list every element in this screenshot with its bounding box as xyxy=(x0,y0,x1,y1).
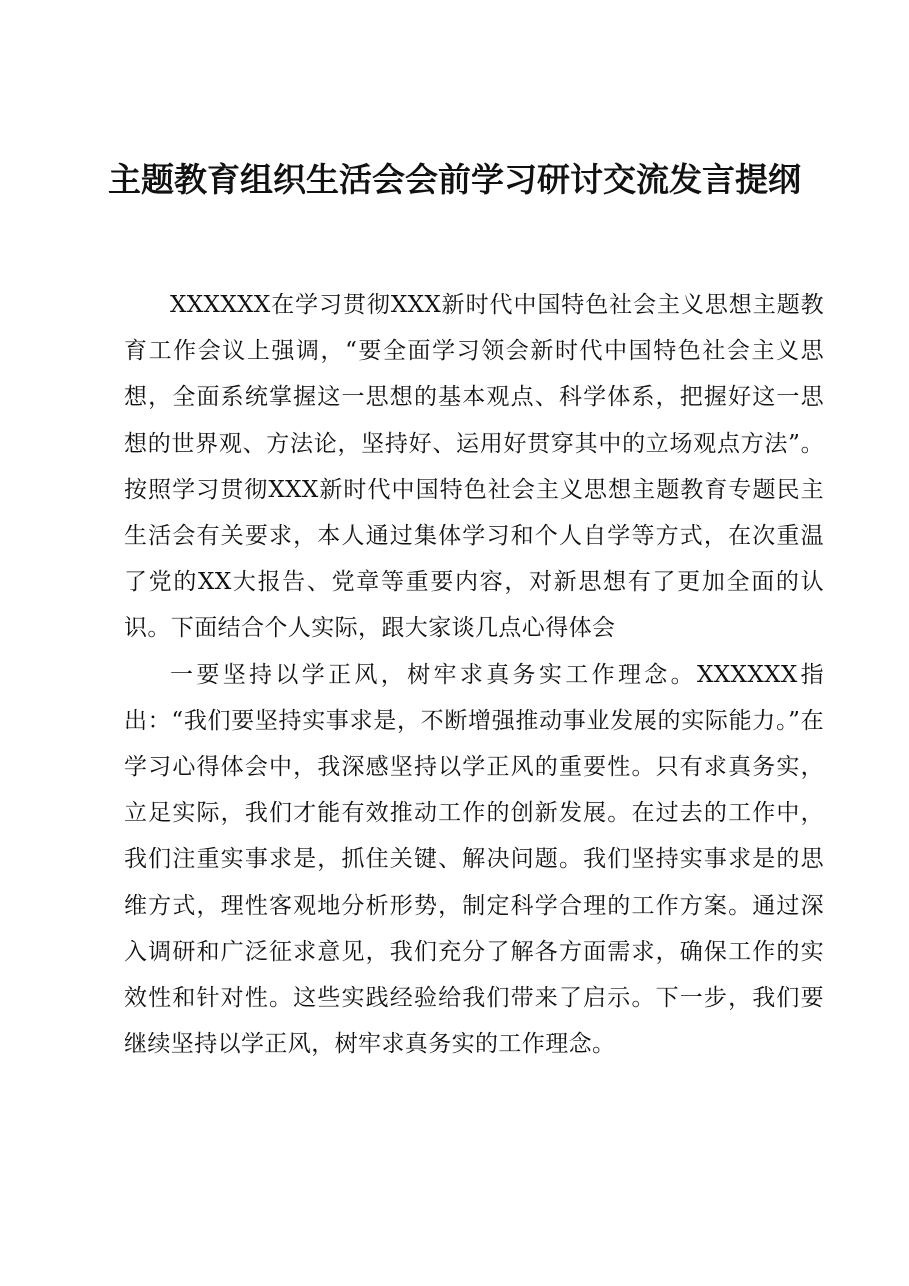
paragraph-intro: XXXXXX在学习贯彻XXX新时代中国特色社会主义思想主题教育工作会议上强调，“要全面学习领会新时代中国特色社会主义思想，全面系统掌握这一思想的基本观点、科学体系，把握好这一思想的世界观、方法论，坚持好、运用好贯穿其中的立场观点方法”。按照学习贯彻XXX新时代中国特色社会主义思想主题教育专题民主生活会有关要求，本人通过集体学习和个人自学等方式，在次重温了党的XX大报告、党章等重要内容，对新思想有了更加全面的认识。下面结合个人实际，跟大家谈几点心得体会 xyxy=(124,292,824,642)
paragraph-point-one: 一要坚持以学正风，树牢求真务实工作理念。XXXXXX指出：“我们要坚持实事求是，不断增强推动事业发展的实际能力。”在学习心得体会中，我深感坚持以学正风的重要性。只有求真务实，立足实际，我们才能有效推动工作的创新发展。在过去的工作中，我们注重实事求是，抓住关键、解决问题。我们坚持实事求是的思维方式，理性客观地分析形势，制定科学合理的工作方案。通过深入调研和广泛征求意见，我们充分了解各方面需求，确保工作的实效性和针对性。这些实践经验给我们带来了启示。下一步，我们要继续坚持以学正风，树牢求真务实的工作理念。 xyxy=(124,661,824,1058)
document-title: 主题教育组织生活会会前学习研讨交流发言提纲 xyxy=(108,160,801,199)
document-body xyxy=(124,282,824,1067)
